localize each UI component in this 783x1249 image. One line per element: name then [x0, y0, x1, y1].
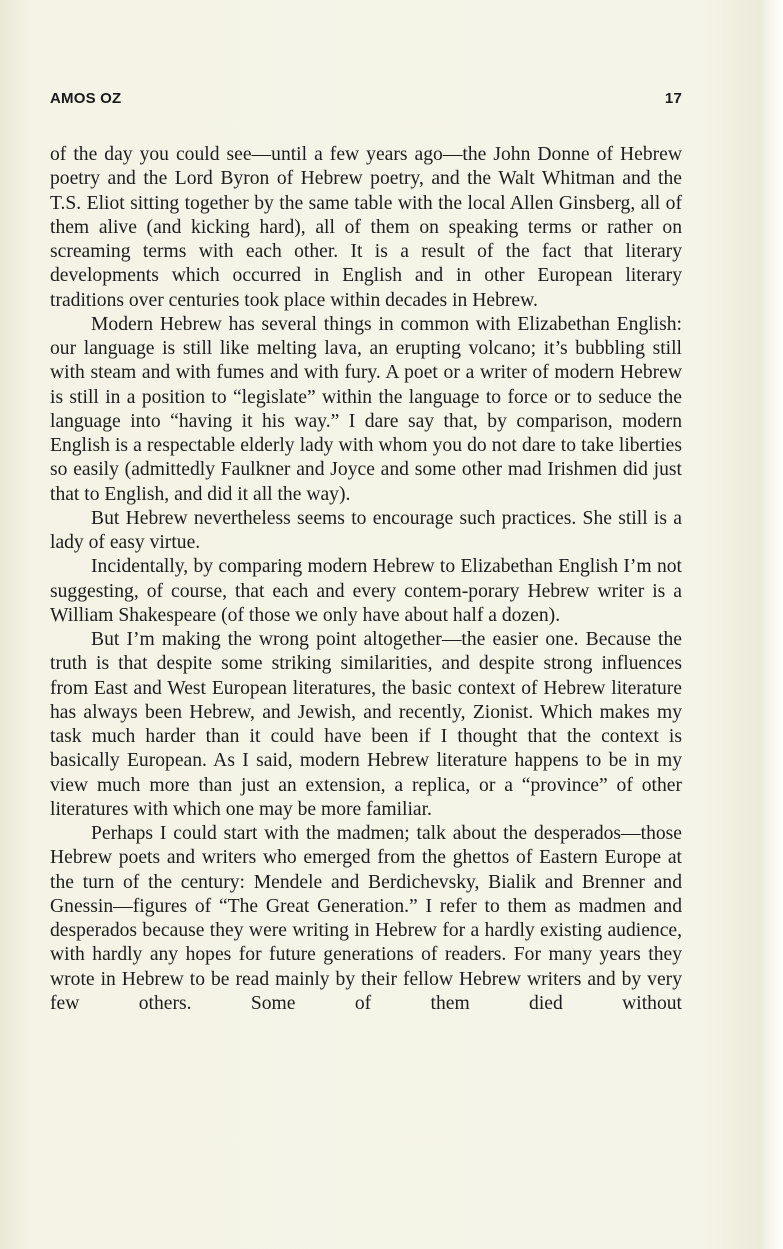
running-head-author: AMOS OZ: [50, 90, 122, 107]
paragraph-continued: of the day you could see—until a few years ago—the John Donne of Hebrew poetry and the Lord Byron of Hebrew poetry, and the Walt Whitman and the T.S. Eliot sitting together by the same table with the local Allen Ginsberg, all of them alive (and kicking hard), all of them on speaking terms or rather on screaming terms with each other. It is a result of the fact that literary developments which occurred in English and in other European literary traditions over centuries took place within decades in Hebrew.: [50, 144, 682, 311]
running-head: [50, 90, 682, 110]
page-number: 17: [664, 90, 682, 107]
body-text: [50, 143, 682, 1016]
paragraph: Incidentally, by comparing modern Hebrew to Elizabethan English I’m not suggesting, of course, that each and every contem-porary Hebrew writer is a William Shakespeare (of those we only have about half a dozen).: [50, 556, 682, 626]
paragraph-continues: Perhaps I could start with the madmen; talk about the desperados—those Hebrew poets and writers who emerged from the ghettos of Eastern Europe at the turn of the century: Mendele and Berdichevsky, Bialik and Brenner and Gnessin—figures of “The Great Generation.” I refer to them as madmen and desperados because they were writing in Hebrew for a hardly existing audience, with hardly any hopes for future generations of readers. For many years they wrote in Hebrew to be read mainly by their fellow Hebrew writers and by very few others. Some of them died without: [50, 823, 682, 1014]
paragraph: But I’m making the wrong point altogether—the easier one. Because the truth is that despite some striking similarities, and despite strong influences from East and West European literatures, the basic context of Hebrew literature has always been Hebrew, and Jewish, and recently, Zionist. Which makes my task much harder than it could have been if I thought that the context is basically European. As I said, modern Hebrew literature happens to be in my view much more than just an extension, a replica, or a “province” of other literatures with which one may be more familiar.: [50, 629, 682, 820]
paragraph: But Hebrew nevertheless seems to encourage such practices. She still is a lady of easy virtue.: [50, 507, 682, 553]
paragraph: Modern Hebrew has several things in common with Elizabethan English: our language is still like melting lava, an erupting volcano; it’s bubbling still with steam and with fumes and with fury. A poet or a writer of modern Hebrew is still in a position to “legislate” within the language to force or to seduce the language into “having it his way.” I dare say that, by comparison, modern English is a respectable elderly lady with whom you do not dare to take liberties so easily (admittedly Faulkner and Joyce and some other mad Irishmen did just that to English, and did it all the way).: [50, 313, 682, 505]
